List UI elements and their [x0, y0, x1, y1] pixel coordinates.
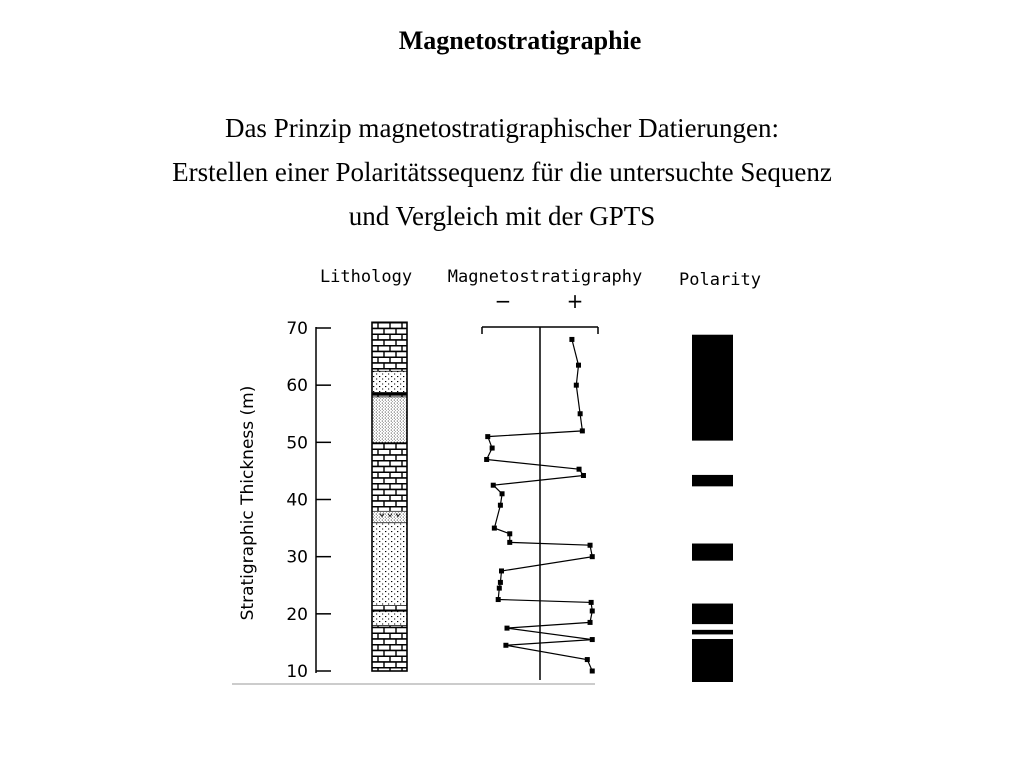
- positive-sign-label: +: [566, 289, 584, 313]
- y-axis-tick-label: 60: [286, 376, 308, 397]
- mag-data-point: [500, 491, 505, 496]
- mag-data-point: [576, 363, 581, 368]
- y-axis-tick-label: 50: [286, 433, 308, 454]
- polarity-reversed-interval: [692, 561, 733, 604]
- mag-data-point: [490, 446, 495, 451]
- magnetostratigraphy-panel: [482, 327, 598, 680]
- lithology-unit-siltstone: [372, 511, 407, 522]
- slide-title: Magnetostratigraphie: [398, 26, 642, 55]
- mag-data-point: [507, 531, 512, 536]
- mag-data-point: [569, 337, 574, 342]
- mag-data-point: [491, 483, 496, 488]
- mag-data-point: [577, 467, 582, 472]
- mag-data-point: [498, 503, 503, 508]
- y-axis-tick-label: 40: [286, 490, 308, 511]
- mag-data-point: [580, 428, 585, 433]
- lithology-thick-boundary: [372, 392, 407, 396]
- mag-data-point: [496, 597, 501, 602]
- y-axis-tick-label: 20: [286, 604, 308, 625]
- lithology-unit-limestone: [372, 605, 407, 611]
- mag-data-point: [590, 637, 595, 642]
- mag-data-point: [589, 600, 594, 605]
- polarity-reversed-interval: [692, 441, 733, 475]
- subtitle-line-3: und Vergleich mit der GPTS: [348, 201, 656, 231]
- mag-data-point: [497, 586, 502, 591]
- subtitle-line-1: Das Prinzip magnetostratigraphischer Datierungen:: [224, 113, 780, 143]
- polarity-column: [692, 335, 733, 682]
- mag-data-point: [590, 554, 595, 559]
- mag-data-point: [585, 657, 590, 662]
- mag-data-point: [588, 543, 593, 548]
- lithology-unit-limestone: [372, 322, 407, 371]
- polarity-header: Polarity: [679, 270, 761, 290]
- lithology-unit-siltstone: [372, 397, 407, 443]
- y-axis-tick-label: 70: [286, 319, 308, 339]
- mag-data-point: [590, 669, 595, 674]
- lithology-unit-limestone: [372, 442, 407, 511]
- lithology-unit-sandstone: [372, 522, 407, 605]
- magnetostratigraphy-header: Magnetostratigraphy: [447, 267, 643, 287]
- polarity-reversed-interval: [692, 634, 733, 639]
- y-axis-ticks: [286, 319, 331, 682]
- subtitle-line-2: Erstellen einer Polaritätssequenz für die untersuchte Sequenz: [172, 157, 832, 187]
- lithology-unit-limestone: [372, 625, 407, 671]
- mag-data-point: [590, 608, 595, 613]
- mag-data-point: [499, 568, 504, 573]
- mag-data-point: [578, 411, 583, 416]
- mag-data-point: [485, 434, 490, 439]
- mag-data-point: [505, 626, 510, 631]
- mag-data-point: [492, 526, 497, 531]
- lithology-unit-sandstone: [372, 371, 407, 393]
- mag-data-point: [588, 620, 593, 625]
- lithology-column: [372, 322, 407, 671]
- polarity-reversed-interval: [692, 624, 733, 630]
- mag-data-point: [484, 457, 489, 462]
- lithology-header: Lithology: [319, 267, 413, 287]
- mag-data-point: [507, 540, 512, 545]
- lithology-unit-sandstone: [372, 611, 407, 625]
- mag-data-point: [574, 383, 579, 388]
- negative-sign-label: −: [494, 289, 512, 313]
- y-axis-tick-label: 10: [286, 662, 308, 682]
- mag-data-point: [498, 580, 503, 585]
- mag-data-point: [503, 643, 508, 648]
- y-axis-tick-label: 30: [286, 547, 308, 568]
- polarity-reversed-interval: [692, 486, 733, 543]
- mag-data-point: [581, 473, 586, 478]
- y-axis-label: Stratigraphic Thickness (m): [238, 385, 258, 621]
